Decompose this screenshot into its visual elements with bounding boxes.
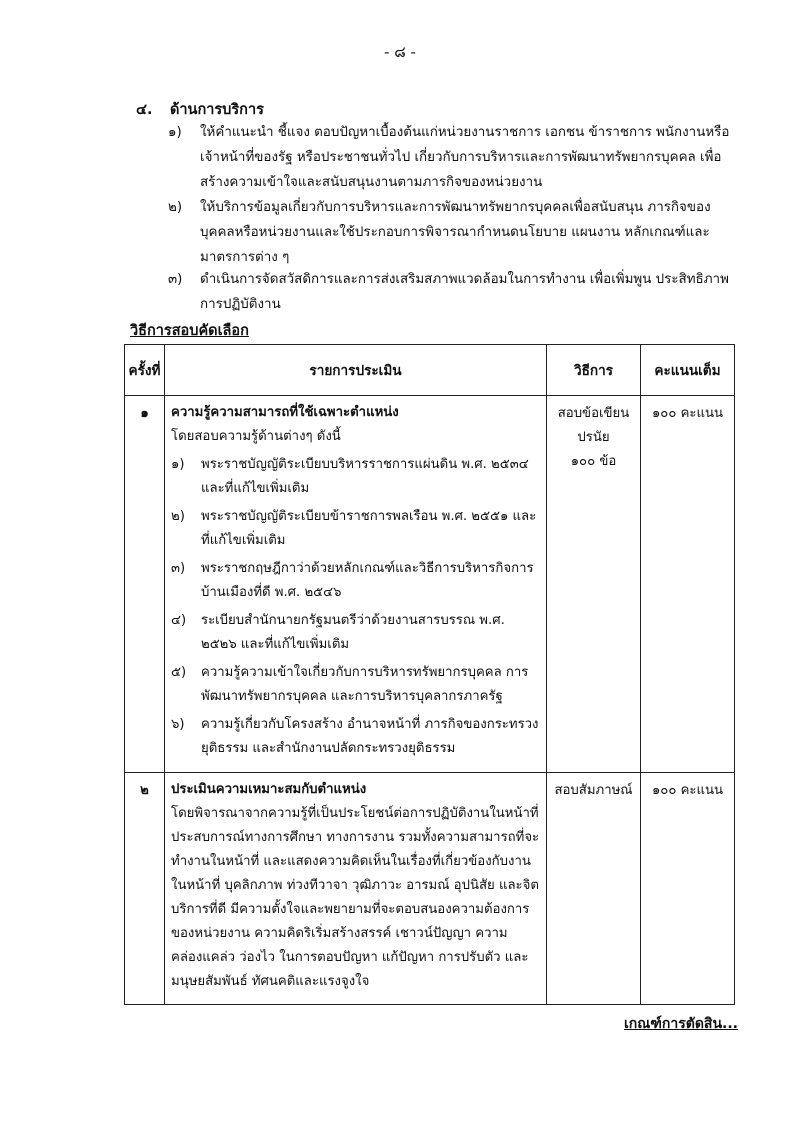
evaluation-table [124,344,735,1005]
list-item-text: พระราชบัญญัติระเบียบบริหารราชการแผ่นดิน พ.ศ. ๒๕๓๔ และที่แก้ไขเพิ่มเติม [201,457,529,496]
row-number: ๒ [125,773,165,1005]
list-item-text: ความรู้ความเข้าใจเกี่ยวกับการบริหารทรัพยากรบุคคล การพัฒนาทรัพยากรบุคคล และการบริหารบุคลากรภาครัฐ [201,665,529,704]
list-item-number: ๖) [171,717,185,732]
service-item [168,120,738,195]
continuation-note: เกณฑ์การตัดสิน... [624,1016,738,1032]
service-item [168,195,738,270]
list-item [171,661,540,709]
list-item [171,713,540,761]
service-item-text: ให้บริการข้อมูลเกี่ยวกับการบริหารและการพัฒนาทรัพยากรบุคคลเพื่อสนับสนุน ภารกิจของบุคคลหรือหน่วยงานและใช้ประกอบการพิจารณากำหนดนโยบาย แผนงาน หลักเกณฑ์และมาตรการต่าง ๆ [200,200,711,265]
selection-heading: วิธีการสอบคัดเลือก [130,323,249,339]
table-row [125,396,735,773]
list-item-text: ความรู้เกี่ยวกับโครงสร้าง อำนาจหน้าที่ ภารกิจของกระทรวงยุติธรรม และสำนักงานปลัดกระทรวงยุติธรรม [201,717,539,756]
method-line: สอบข้อเขียน [557,406,630,421]
service-item-number: ๓) [168,272,183,287]
row-method [547,396,641,773]
service-item-text: ดำเนินการจัดสวัสดิการและการส่งเสริมสภาพแวดล้อมในการทำงาน เพื่อเพิ่มพูน ประสิทธิภาพการปฏิบัติงาน [200,272,729,312]
table-row [125,773,735,1005]
table-header-row [125,345,735,396]
header-item: รายการประเมิน [165,345,547,396]
header-score: คะแนนเต็ม [641,345,735,396]
list-item-text: พระราชบัญญัติระเบียบข้าราชการพลเรือน พ.ศ. ๒๕๕๑ และที่แก้ไขเพิ่มเติม [201,509,537,548]
service-item [168,267,738,317]
row-intro: โดยสอบความรู้ด้านต่างๆ ดังนี้ [171,429,341,444]
page-number: - ๘ - [384,43,416,61]
method-line: ๑๐๐ ข้อ [570,454,617,469]
list-item-text: ระเบียบสำนักนายกรัฐมนตรีว่าด้วยงานสารบรรณ พ.ศ. ๒๕๒๖ และที่แก้ไขเพิ่มเติม [201,613,505,652]
row-title: ประเมินความเหมาะสมกับตำแหน่ง [171,782,367,797]
list-item-number: ๔) [171,613,187,628]
service-item-number: ๑) [168,125,182,140]
list-item [171,453,540,501]
method-line: สอบสัมภาษณ์ [554,783,633,798]
method-line: ปรนัย [577,430,610,445]
header-method: วิธีการ [547,345,641,396]
list-item-text: พระราชกฤษฎีกาว่าด้วยหลักเกณฑ์และวิธีการบริหารกิจการบ้านเมืองที่ดี พ.ศ. ๒๕๔๖ [201,561,534,600]
list-item [171,557,540,605]
section-heading [136,98,264,121]
list-item-number: ๕) [171,665,187,680]
service-item-number: ๒) [168,200,183,215]
list-item-number: ๓) [171,561,186,576]
list-item-number: ๑) [171,457,185,472]
row-score: ๑๐๐ คะแนน [641,396,735,773]
list-item [171,609,540,657]
row-score: ๑๐๐ คะแนน [641,773,735,1005]
row-method [547,773,641,1005]
row-title: ความรู้ความสามารถที่ใช้เฉพาะตำแหน่ง [171,405,399,420]
service-item-text: ให้คำแนะนำ ชี้แจง ตอบปัญหาเบื้องต้นแก่หน่วยงานราชการ เอกชน ข้าราชการ พนักงานหรือเจ้าหน้าที่ของรัฐ หรือประชาชนทั่วไป เกี่ยวกับการบริหารและการพัฒนาทรัพยากรบุคคล เพื่อสร้างความเข้าใจและสนับสนุนงานตามภารกิจของหน่วยงาน [200,125,730,190]
list-item-number: ๒) [171,509,185,524]
header-no: ครั้งที่ [125,345,165,396]
row-content [165,773,547,1005]
section-title: ด้านการบริการ [170,102,264,118]
row-number: ๑ [125,396,165,773]
list-item [171,505,540,553]
row-content [165,396,547,773]
section-number: ๔. [136,102,153,118]
row-body: โดยพิจารณาจากความรู้ที่เป็นประโยชน์ต่อการปฏิบัติงานในหน้าที่ ประสบการณ์ทางการศึกษา ทางการงาน รวมทั้งความสามารถที่จะทำงานในหน้าที่ และแสดงความคิดเห็นในเรื่องที่เกี่ยวข้องกับงานในหน้าที่ บุคลิกภาพ ท่วงทีวาจา วุฒิภาวะ อารมณ์ อุปนิสัย และจิตบริการที่ดี มีความตั้งใจและพยายามที่จะตอบสนองความต้องการของหน่วยงาน ความคิดริเริ่มสร้างสรรค์ เชาวน์ปัญญา ความคล่องแคล่ว ว่องไว ในการตอบปัญหา แก้ปัญหา การปรับตัว และมนุษยสัมพันธ์ ทัศนคติและแรงจูงใจ [171,806,540,989]
